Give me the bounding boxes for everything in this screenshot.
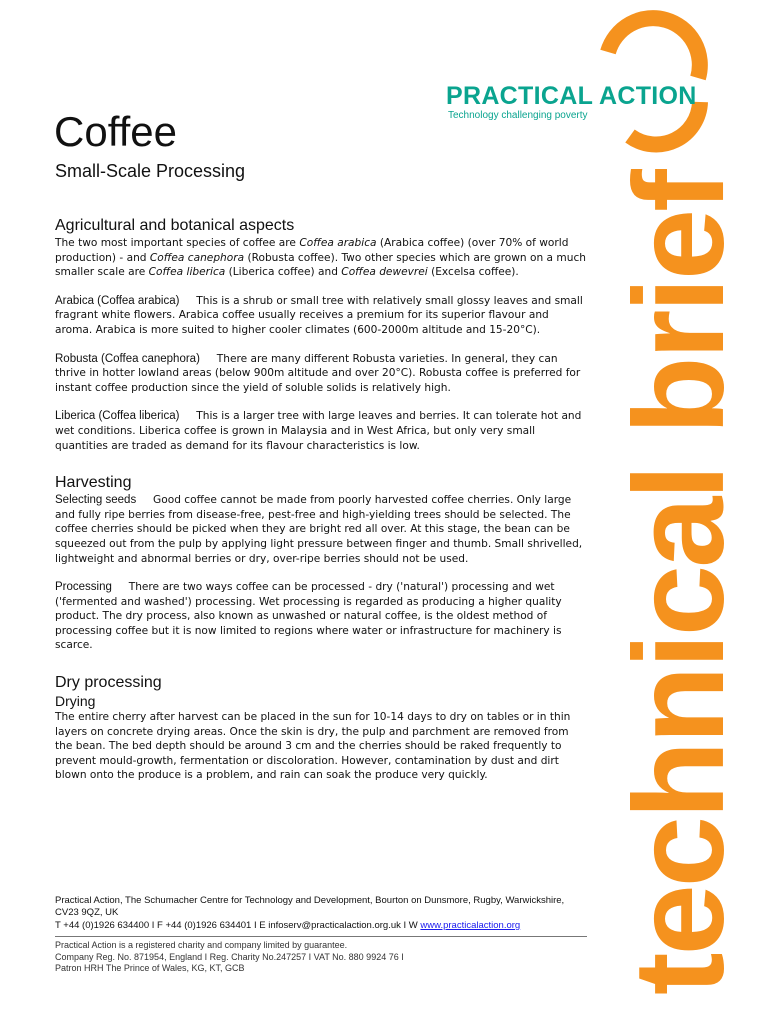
subheading-drying: Drying bbox=[55, 693, 96, 710]
footer-patron: Patron HRH The Prince of Wales, KG, KT, GCB bbox=[55, 963, 245, 973]
website-link[interactable]: www.practicalaction.org bbox=[420, 920, 521, 931]
robusta-lead: Robusta (Coffea canephora) bbox=[55, 352, 200, 365]
drying-paragraph: The entire cherry after harvest can be placed in the sun for 10-14 days to dry on tables or in thin layers on concrete drying areas. Once the skin is dry, the pulp and parchment are removed from the bean. The bed depth should be around 3 cm and the cherries should be raked frequently to prevent mould-growth, fermentation or discoloration. However, contamination by dust and dirt blown onto the produce is a problem, and rain can soak the produce very quickly. bbox=[55, 711, 571, 782]
robusta-paragraph: Robusta (Coffea canephora) There are many different Robusta varieties. In general, they can thrive in hotter lowland areas (below 900m altitude and over 20°C). Robusta coffee is preferred for instant coffee production since the yield of soluble solids is relatively high. bbox=[55, 352, 581, 394]
footer-registration: Company Reg. No. 871954, England I Reg. Charity No.247257 I VAT No. 880 9924 76 I bbox=[55, 951, 404, 962]
section-heading-harvesting: Harvesting bbox=[55, 474, 132, 492]
technical-brief-banner bbox=[608, 150, 751, 995]
footer-charity: Practical Action is a registered charity and company limited by guarantee. bbox=[55, 940, 348, 950]
footer-address: Practical Action, The Schumacher Centre for Technology and Development, Bourton on Dunsmore, Rugby, Warwickshire, CV23 9QZ, UK bbox=[55, 895, 565, 918]
document-body bbox=[55, 216, 587, 783]
section-heading-agricultural: Agricultural and botanical aspects bbox=[55, 217, 295, 234]
selecting-seeds-paragraph: Selecting seeds Good coffee cannot be made from poorly harvested coffee cherries. Only large and fully ripe berries from disease-free, pest-free and high-yielding trees should be selected. The coffee cherries should be picked when they are bright red all over. At this stage, the bean can be squeezed out from the pulp by applying light pressure between finger and thumb. Small shrivelled, lightweight and abnormal berries or dry, over-ripe berries should not be used. bbox=[55, 494, 583, 565]
section-heading-dry-processing: Dry processing bbox=[55, 674, 162, 692]
liberica-paragraph: Liberica (Coffea liberica) This is a larger tree with large leaves and berries. It can tolerate hot and wet conditions. Liberica coffee is grown in Malaysia and in West Africa, but only very small quantities are traded as demand for its flavour characteristics is low. bbox=[55, 410, 582, 452]
footer bbox=[55, 895, 587, 975]
arabica-lead: Arabica (Coffea arabica) bbox=[55, 294, 180, 307]
selecting-seeds-lead: Selecting seeds bbox=[55, 494, 137, 507]
footer-divider bbox=[55, 936, 587, 937]
page-subtitle: Small-Scale Processing bbox=[55, 161, 246, 181]
logo-tagline: Technology challenging poverty bbox=[448, 110, 588, 121]
footer-contact: T +44 (0)1926 634400 I F +44 (0)1926 634401 I E infoserv@practicalaction.org.uk I W www.practicalaction.org bbox=[55, 920, 521, 931]
intro-paragraph: The two most important species of coffee are Coffea arabica (Arabica coffee) (over 70% of world production) - and Coffea canephora (Robusta coffee). Two other species which are grown on a much smaller scale are Coffea liberica (Liberica coffee) and Coffea dewevrei (Excelsa coffee). bbox=[55, 237, 586, 279]
arabica-paragraph: Arabica (Coffea arabica) This is a shrub or small tree with relatively small glossy leaves and small fragrant white flowers. Arabica coffee usually receives a premium for its superior flavour and aroma. Arabica is more suited to higher cooler climates (600-2000m altitude and 15-20°C). bbox=[55, 294, 583, 336]
processing-lead: Processing bbox=[55, 581, 112, 594]
processing-paragraph: Processing There are two ways coffee can be processed - dry ('natural') processing and wet ('fermented and washed') processing. Wet processing is regarded as producing a higher quality product. The dry process, also known as unwashed or natural coffee, is the oldest method of processing coffee but it is now limited to regions where water or infrastructure for machinery is scarce. bbox=[55, 581, 562, 652]
technical-brief-text: technical brief bbox=[608, 172, 751, 995]
page-title: Coffee bbox=[54, 108, 177, 155]
liberica-lead: Liberica (Coffea liberica) bbox=[55, 410, 180, 423]
logo-title: PRACTICAL ACTION bbox=[446, 82, 697, 110]
